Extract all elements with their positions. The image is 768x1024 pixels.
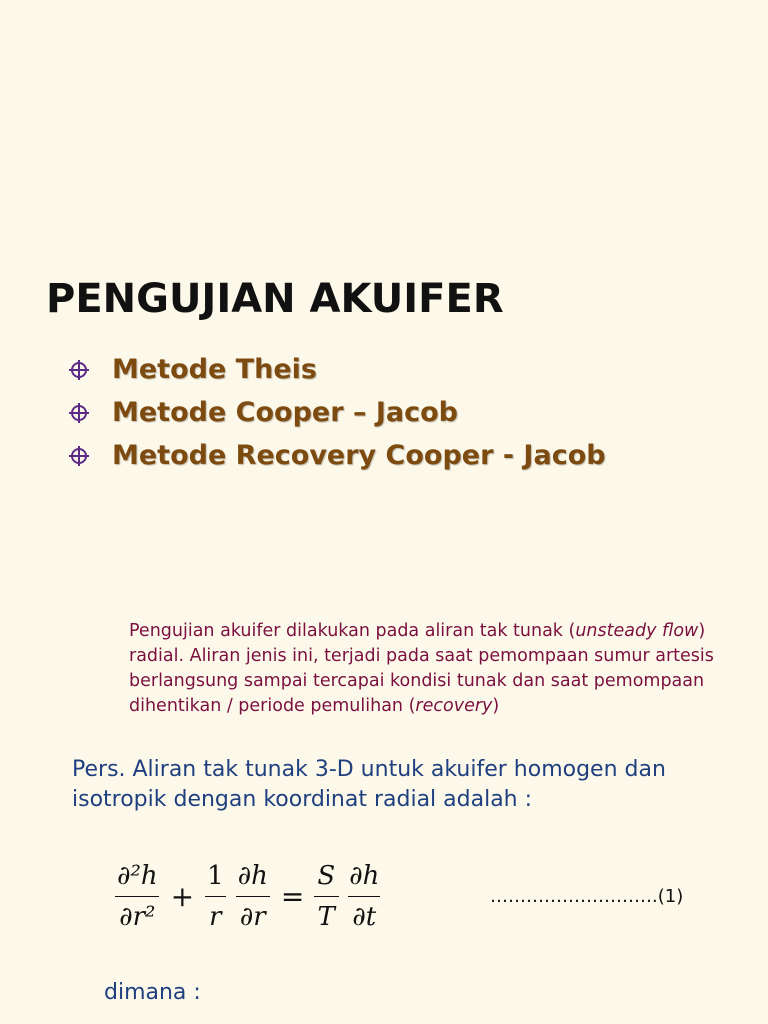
method-list (68, 348, 606, 477)
crosshair-bullet-icon (68, 402, 90, 424)
numerator: ∂h (237, 861, 268, 891)
denominator: ∂t (348, 896, 380, 935)
fraction (313, 858, 339, 935)
paragraph-italic-term: recovery (415, 696, 493, 716)
denominator: ∂r² (115, 896, 159, 935)
paragraph-text: Pengujian akuifer dilakukan pada aliran tak tunak ( (129, 621, 576, 641)
bullet-label: Metode Theis (112, 354, 317, 385)
dimana-label: dimana : (104, 980, 201, 1005)
equation-intro: Pers. Aliran tak tunak 3-D untuk akuifer homogen dan isotropik dengan koordinat radial adalah : (72, 757, 666, 812)
equals-sign: = (280, 880, 305, 913)
paragraph-text: ) (492, 696, 500, 716)
bullet-label: Metode Recovery Cooper - Jacob (112, 440, 606, 471)
crosshair-bullet-icon (68, 359, 90, 381)
numerator: 1 (207, 861, 224, 891)
plus-sign: + (170, 880, 195, 913)
numerator: S (317, 861, 336, 891)
numerator: ∂h (349, 861, 380, 891)
equation-number: ……………………….(1) (490, 886, 684, 907)
numerator: ∂²h (117, 861, 158, 891)
fraction (234, 858, 272, 935)
fraction (203, 858, 228, 935)
denominator: ∂r (236, 896, 270, 935)
paragraph-text: ) radial. Aliran jenis ini, terjadi pada saat pemompaan sumur artesis berlangsung sampai tercapai kondisi tunak dan saat pemompaan dihentikan / periode pemulihan ( (129, 621, 714, 716)
list-item (68, 348, 606, 391)
denominator: r (205, 896, 225, 935)
description-paragraph (129, 619, 749, 719)
crosshair-bullet-icon (68, 445, 90, 467)
fraction (113, 858, 162, 935)
denominator: T (314, 896, 339, 935)
paragraph-italic-term: unsteady flow (575, 621, 699, 641)
bullet-label: Metode Cooper – Jacob (112, 397, 458, 428)
page-title: PENGUJIAN AKUIFER (46, 276, 504, 322)
list-item (68, 434, 606, 477)
flow-equation (110, 858, 386, 935)
list-item (68, 391, 606, 434)
fraction (345, 858, 383, 935)
